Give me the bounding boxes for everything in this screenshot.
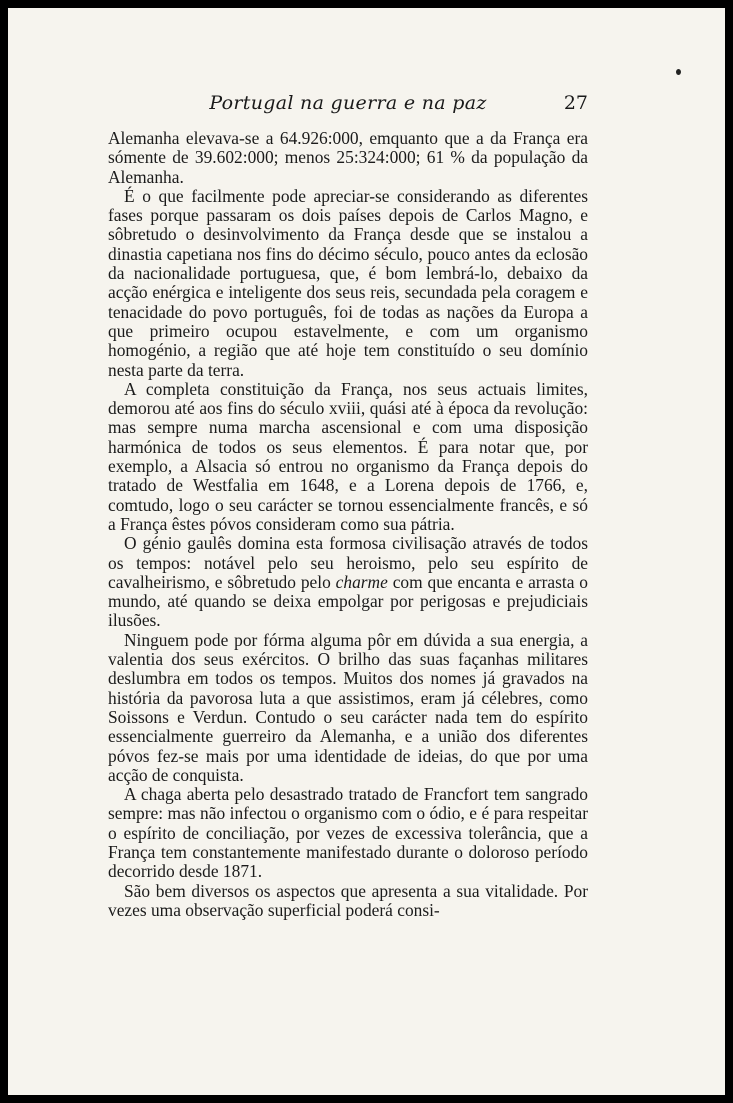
book-page <box>8 8 725 1095</box>
paragraph-3: A completa constituição da França, nos seus actuais limites, demorou até aos fins do século xviii, quási até à época da revolução: mas sempre numa marcha ascensional e com uma disposição harmónica de todos os seus elementos. É para notar que, por exemplo, a Alsacia só entrou no organismo da França depois do tratado de Westfalia em 1648, e a Lorena depois de 1766, e, comtudo, logo o seu carácter se tornou essencialmente francês, e só a França êstes póvos consideram como sua pátria. <box>108 378 588 534</box>
paragraph-1: Alemanha elevava-se a 64.926:000, emquanto que a da França era sómente de 39.602:000; menos 25:324:000; 61 % da população da Alemanha. <box>108 128 588 187</box>
paragraph-6: A chaga aberta pelo desastrado tratado de Francfort tem sangrado sempre: mas não infectou o organismo com o ódio, e é para respeitar o espírito de conciliação, por vezes de excessiva tolerância, que a França tem constantemente manifestado durante o doloroso período decorrido desde 1871. <box>108 784 588 882</box>
paragraph-2: É o que facilmente pode apreciar-se considerando as diferentes fases porque passaram os dois países depois de Carlos Magno, e sôbretudo o desinvolvimento da França desde que se instalou a dinastia capetiana nos fins do décimo século, pouco antes da eclosão da nacionalidade portuguesa, que, é bom lembrá-lo, debaixo da acção enérgica e inteligente dos seus reis, secundada pela coragem e tenacidade do povo português, foi de todas as nações da Europa a que primeiro ocupou estavelmente, e com um organismo homogénio, a região que até hoje tem constituído o seu domínio nesta parte da terra. <box>108 185 588 380</box>
page-number: 27 <box>563 92 588 114</box>
paragraph-5: Ninguem pode por fórma alguma pôr em dúvida a sua energia, a valentia dos seus exércitos. O brilho das suas façanhas militares deslumbra em todos os tempos. Muitos dos nomes já gravados na história da pavorosa luta a que assistimos, eram já célebres, como Soissons e Verdun. Contudo o seu carácter nada tem do espírito essencialmente guerreiro da Alemanha, e a união dos diferentes póvos fez-se mais por uma identidade de ideias, do que por uma acção de conquista. <box>108 629 588 785</box>
running-title: Portugal na guerra e na paz <box>209 92 487 114</box>
paragraph-7: São bem diversos os aspectos que apresenta a sua vitalidade. Por vezes uma observação superficial poderá consi- <box>108 880 588 920</box>
running-header <box>108 92 588 116</box>
text-body <box>108 129 588 920</box>
ink-speck <box>676 69 681 75</box>
paragraph-4: O génio gaulês domina esta formosa civilisação através de todos os tempos: notável pelo seu heroismo, pelo seu espírito de cavalheirismo, e sôbretudo pelo charme com que encanta e arrasta o mundo, até quando se deixa empolgar por perigosas e prejudiciais ilusões. <box>108 533 588 631</box>
